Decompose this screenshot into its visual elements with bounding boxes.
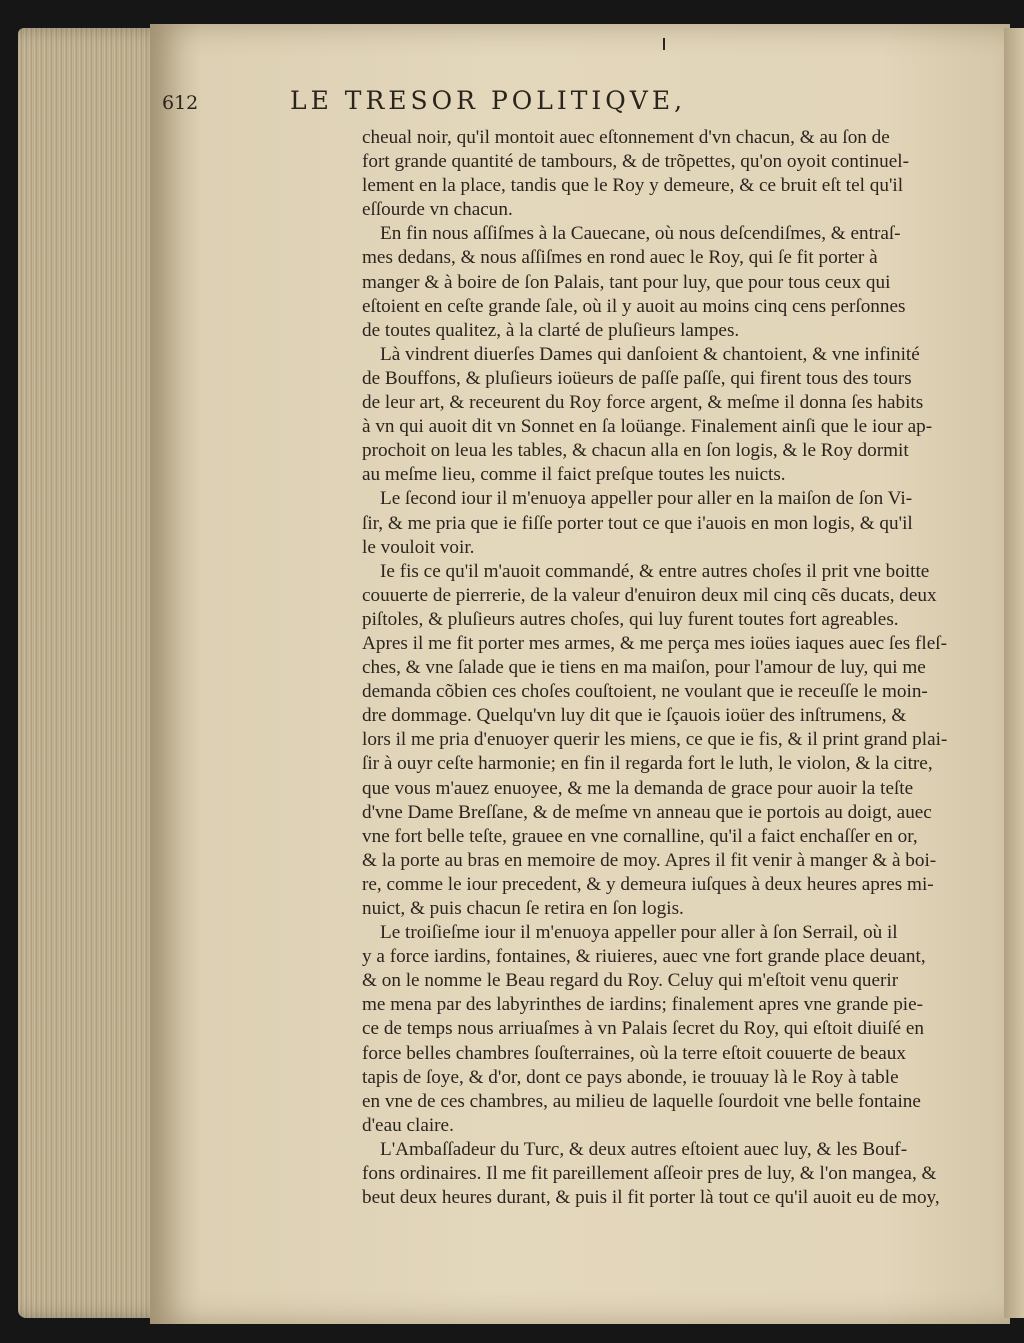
text-line: ches, & vne ſalade que ie tiens en ma maiſon, pour l'amour de luy, qui me — [362, 657, 926, 679]
text-line: de Bouffons, & pluſieurs ioüeurs de paſſe paſſe, qui firent tous des tours — [362, 367, 912, 389]
text-line: lement en la place, tandis que le Roy y demeure, & ce bruit eſt tel qu'il — [362, 175, 904, 197]
text-line: cheual noir, qu'il montoit auec eſtonnement d'vn chacun, & au ſon de — [362, 127, 890, 148]
text-line: Le troiſieſme iour il m'enuoya appeller pour aller à ſon Serrail, où il — [380, 922, 898, 944]
text-line: piſtoles, & pluſieurs autres choſes, qui luy furent toutes fort agreables. — [362, 608, 899, 630]
text-line: manger & à boire de ſon Palais, tant pour luy, que pour tous ceux qui — [362, 271, 891, 293]
text-line: d'eau claire. — [362, 1114, 454, 1136]
text-line: nuict, & puis chacun ſe retira en ſon logis. — [362, 898, 684, 919]
text-line: que vous m'auez enuoyee, & me la demanda de grace pour auoir la teſte — [362, 777, 914, 799]
text-line: fons ordinaires. Il me fit pareillement aſſeoir pres de luy, & l'on mangea, & — [362, 1163, 937, 1185]
text-line: demanda cõbien ces choſes couſtoient, ne voulant que ie receuſſe le moin- — [362, 681, 928, 703]
text-line: de toutes qualitez, à la clarté de pluſieurs lampes. — [362, 319, 740, 341]
text-line: En fin nous aſſiſmes à la Cauecane, où nous deſcendiſmes, & entraſ- — [380, 223, 901, 245]
text-line: & la porte au bras en memoire de moy. Apres il fit venir à manger & à boi- — [362, 849, 937, 871]
text-line: ſir, & me pria que ie fiſſe porter tout ce que i'auois en mon logis, & qu'il — [362, 512, 913, 534]
text-line: de leur art, & receurent du Roy force argent, & meſme il donna ſes habits — [362, 392, 924, 414]
text-line: Là vindrent diuerſes Dames qui danſoient & chantoient, & vne infinité — [380, 343, 920, 365]
text-line: & on le nomme le Beau regard du Roy. Celuy qui m'eſtoit venu querir — [362, 970, 899, 992]
text-line: eſtoient en ceſte grande ſale, où il y auoit au moins cinq cens perſonnes — [362, 295, 906, 317]
text-line: beut deux heures durant, & puis il fit porter là tout ce qu'il auoit eu de moy, — [362, 1187, 940, 1209]
text-line: fort grande quantité de tambours, & de trõpettes, qu'on oyoit continuel- — [362, 151, 909, 173]
running-title: LE TRESOR POLITIQVE, — [290, 86, 687, 115]
facing-page-edge — [1004, 28, 1024, 1318]
text-line: dre dommage. Quelqu'vn luy dit que ie ſçauois ioüer des inſtrumens, & — [362, 705, 907, 727]
text-line: vne fort belle teſte, grauee en vne cornalline, qu'il a faict enchaſſer en or, — [362, 825, 918, 847]
text-line: d'vne Dame Breſſane, & de meſme vn anneau que ie portois au doigt, auec — [362, 801, 932, 823]
text-line: Ie fis ce qu'il m'auoit commandé, & entre autres choſes il prit vne boitte — [380, 560, 930, 582]
text-line: Apres il me fit porter mes armes, & me perça mes ioües iaques auec ſes fleſ- — [362, 632, 948, 654]
text-line: à vn qui auoit dit vn Sonnet en ſa loüange. Finalement ainſi que le iour ap- — [362, 416, 933, 438]
text-line: mes dedans, & nous aſſiſmes en rond auec le Roy, qui ſe fit porter à — [362, 247, 878, 269]
text-line: couuerte de pierrerie, de la valeur d'enuiron deux mil cinq cẽs ducats, deux — [362, 584, 937, 606]
text-line: prochoit on leua les tables, & chacun alla en ſon logis, & le Roy dormit — [362, 440, 909, 462]
page-number: 612 — [162, 92, 199, 114]
text-line: L'Ambaſſadeur du Turc, & deux autres eſtoient auec luy, & les Bouf- — [380, 1138, 908, 1160]
text-line: me mena par des labyrinthes de iardins; finalement apres vne grande pie- — [362, 994, 924, 1016]
text-line: le vouloit voir. — [362, 536, 475, 558]
text-line: au meſme lieu, comme il faict preſque toutes les nuicts. — [362, 464, 786, 486]
text-line: ce de temps nous arriuaſmes à vn Palais ſecret du Roy, qui eſtoit diuiſé en — [362, 1018, 924, 1040]
text-line: lors il me pria d'enuoyer querir les miens, ce que ie fis, & il print grand plai- — [362, 729, 948, 751]
text-line: re, comme le iour precedent, & y demeura iuſques à deux heures apres mi- — [362, 873, 934, 895]
text-line: en vne de ces chambres, au milieu de laquelle ſourdoit vne belle fontaine — [362, 1090, 921, 1112]
text-line: Le ſecond iour il m'enuoya appeller pour aller en la maiſon de ſon Vi- — [380, 488, 913, 510]
text-line: ſir à ouyr ceſte harmonie; en fin il regarda fort le luth, le violon, & la citre, — [362, 753, 933, 775]
body-text — [362, 126, 964, 1210]
ink-mark — [663, 38, 665, 50]
text-line: eſſourde vn chacun. — [362, 199, 513, 221]
text-line: force belles chambres ſouſterraines, où la terre eſtoit couuerte de beaux — [362, 1042, 906, 1064]
text-line: y a force iardins, fontaines, & riuieres, auec vne fort grande place deuant, — [362, 946, 926, 968]
text-line: tapis de ſoye, & d'or, dont ce pays abonde, ie trouuay là le Roy à table — [362, 1066, 899, 1088]
